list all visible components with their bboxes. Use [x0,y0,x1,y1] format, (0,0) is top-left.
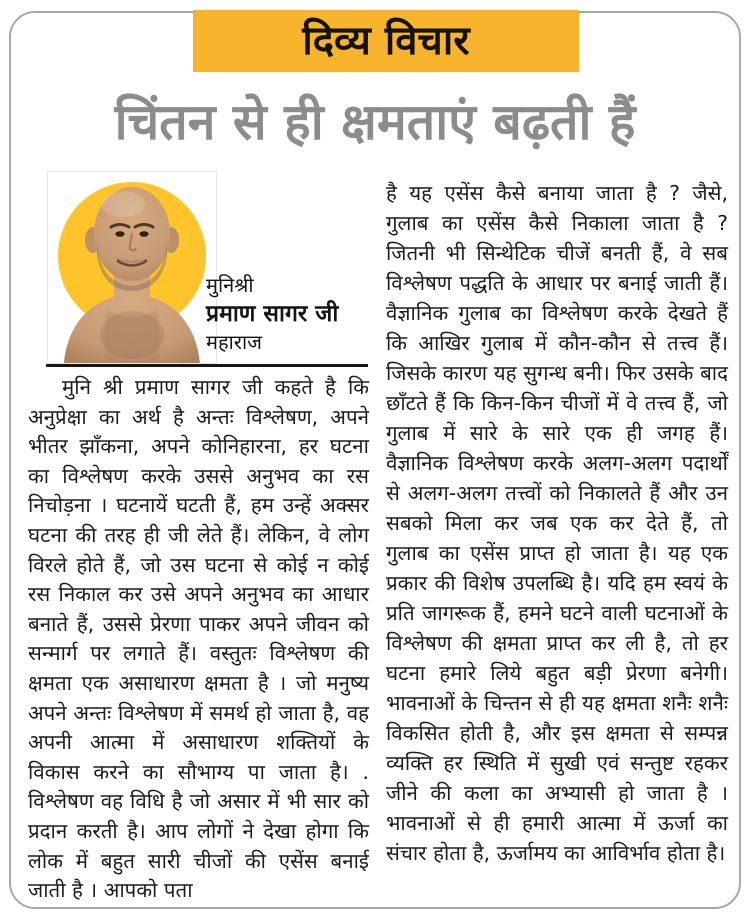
article-headline [10,80,740,164]
byline [206,272,376,356]
byline-divider-rule [46,364,368,367]
byline-prefix: मुनिश्री [206,273,254,297]
article-column-left: मुनि श्री प्रमाण सागर जी कहते है कि अनुप्रेक्षा का अर्थ है अन्तः विश्लेषण, अपने भीतर झाँकना, अपने कोनिहारना, हर घटना का विश्लेषण करके उससे अनुभव का रस निचोड़ना । घटनायें घटती हैं, हम उन्हें अक्सर घटना की तरह ही जी लेते हैं। लेकिन, वे लोग विरले होते हैं, जो उस घटना से कोई न कोई रस निकाल कर उसे अपने अनुभव का आधार बनाते हैं, उससे प्रेरणा पाकर अपने जीवन को सन्मार्ग पर लगाते हैं। वस्तुतः विश्लेषण की क्षमता एक असाधारण क्षमता है । जो मनुष्य अपने अन्तः विश्लेषण में समर्थ हो जाता है, वह अपनी आत्मा में असाधारण शक्तियों के विकास करने का सौभाग्य पा जाता है। . विश्लेषण वह विधि है जो असार में भी सार को प्रदान करती है। आप लोगों ने देखा होगा कि लोक में बहुत सारी चीजों की एसेंस बनाई जाती है । आपको पता [28,375,369,903]
section-banner-label: दिव्य विचार [302,18,470,64]
article-headline-text: चिंतन से ही क्षमताएं बढ़ती हैं [114,92,636,151]
byline-name: प्रमाण सागर जी [206,301,339,327]
byline-suffix: महाराज [206,330,262,354]
monk-portrait-illustration [48,172,216,363]
section-banner [193,10,579,72]
monk-portrait-photo [48,172,216,363]
article-column-right: है यह एसेंस कैसे बनाया जाता है ? जैसे, गुलाब का एसेंस कैसे निकाला जाता है ? जितनी भी सिन्थेटिक चीजें बनती हैं, वे सब विश्लेषण पद्धति के आधार पर बनाई जाती हैं। वैज्ञानिक गुलाब का विश्लेषण करके देखते हैं कि आखिर गुलाब में कौन-कौन से तत्त्व हैं। जिसके कारण यह सुगन्ध बनी। फिर उसके बाद छाँटते हैं कि किन-किन चीजों में वे तत्त्व हैं, जो गुलाब में सारे के सारे एक ही जगह हैं। वैज्ञानिक विश्लेषण करके अलग-अलग पदार्थों से अलग-अलग तत्त्वों को निकालते हैं और उन सबको मिला कर जब एक कर देते हैं, तो गुलाब का एसेंस प्राप्त हो जाता है। यह एक प्रकार की विशेष उपलब्धि है। यदि हम स्वयं के प्रति जागरूक हैं, हमने घटने वाली घटनाओं के विश्लेषण की क्षमता प्राप्त कर ली है, तो हर घटना हमारे लिये बहुत बड़ी प्रेरणा बनेगी। भावनाओं के चिन्तन से ही यह क्षमता शनैः शनैः विकसित होती है, और इस क्षमता से सम्पन्न व्यक्ति हर स्थिति में सुखी एवं सन्तुष्ट रहकर जीने की कला का अभ्यासी हो जाता है । भावनाओं से ही हमारी आत्मा में ऊर्जा का संचार होता है, ऊर्जामय का आविर्भाव होता है। [386,181,728,865]
